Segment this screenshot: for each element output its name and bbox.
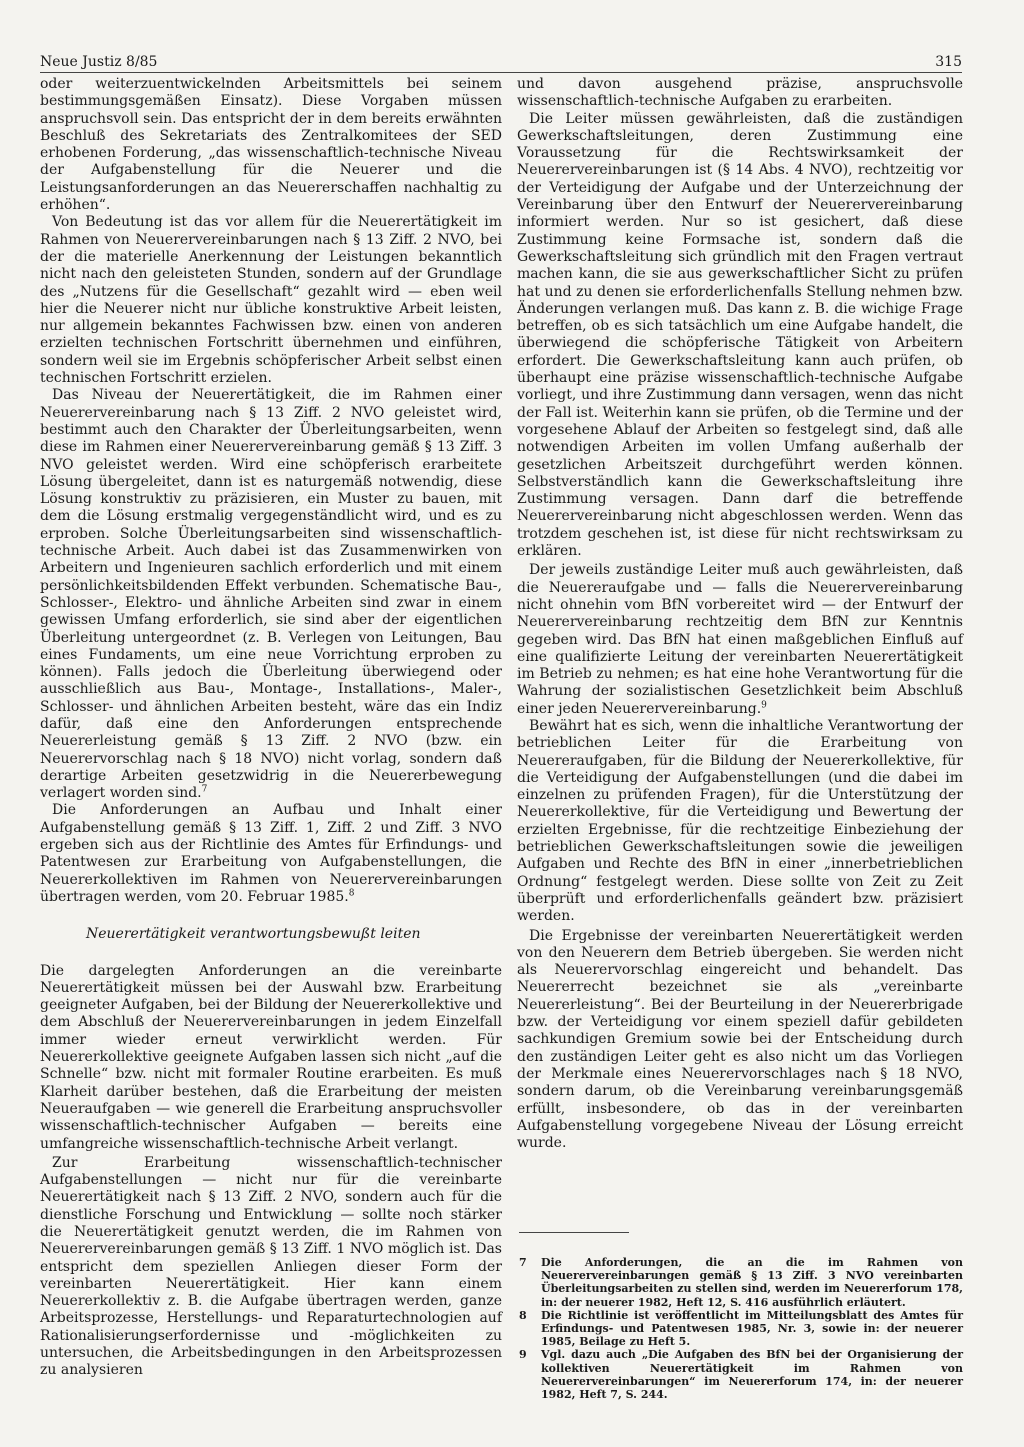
paragraph	[517, 562, 963, 718]
paragraph: Die dargelegten Anforderungen an die vereinbarte Neuerertätigkeit müssen bei der Auswahl bzw. Erarbeitung geeigneter Aufgaben, bei der Bildung der Neuererkollektive und dem Abschluß der Neuerervereinbarungen in jedem Einzelfall immer wieder erneut verwirklicht werden. Für Neuererkollektive geeignete Aufgaben lassen sich nicht „auf die Schnelle“ bzw. nicht mit formaler Routine erarbeiten. Es muß Klarheit darüber bestehen, daß die Erarbeitung der meisten Neueraufgaben — wie generell die Erarbeitung anspruchsvoller wissenschaftlich-technischer Aufgaben — bereits eine umfangreiche wissenschaftlich-technische Arbeit verlangt.	[40, 962, 502, 1152]
footnote-ref: 9	[761, 700, 767, 711]
footnote	[519, 1256, 963, 1309]
paragraph: Von Bedeutung ist das vor allem für die Neuerertätigkeit im Rahmen von Neuerervereinbarungen nach § 13 Ziff. 2 NVO, bei der die materielle Anerkennung der Leistungen bekanntlich nicht nach den geleisteten Stunden, sondern auf der Grundlage des „Nutzens für die Gesellschaft“ gezahlt wird — eben weil hier die Neuerer nicht nur übliche konstruktive Arbeit leisten, nur allgemein bekanntes Fachwissen bzw. einen von anderen erzielten technischen Fortschritt übernehmen und einführen, sondern weil sie im Ergebnis schöpferischer Arbeit selbst einen technischen Fortschritt erzielen.	[40, 214, 502, 387]
section-heading: Neuerertätigkeit verantwortungsbewußt leiten	[86, 926, 421, 943]
page-header	[40, 54, 962, 70]
paragraph: und davon ausgehend präzise, anspruchsvolle wissenschaftlich-technische Aufgaben zu erarbeiten.	[517, 76, 963, 110]
footnote-text: Die Richtlinie ist veröffentlicht im Mitteilungsblatt des Amtes für Erfindungs- und Patentwesen 1985, Nr. 3, sowie in: der neuerer 1985, Beilage zu Heft 5.	[541, 1308, 963, 1349]
footnote-text: Die Anforderungen, die an die im Rahmen von Neuerervereinbarungen gemäß § 13 Ziff. 3 NVO vereinbarten Überleitungsarbeiten zu stellen sind, werden im Neuererforum 178, in: der neuerer 1982, Heft 12, S. 416 ausführlich erläutert.	[541, 1256, 963, 1309]
footnote-number: 8	[519, 1308, 527, 1322]
paragraph	[40, 387, 502, 802]
footnote	[519, 1348, 963, 1401]
right-column	[517, 76, 963, 1152]
footnote-ref: 8	[348, 888, 355, 899]
paragraph: Die Leiter müssen gewährleisten, daß die zuständigen Gewerkschaftsleitungen, deren Zustimmung eine Voraussetzung für die Rechtswirksamkeit der Neuerervereinbarungen ist (§ 14 Abs. 4 NVO), rechtzeitig vor der Verteidigung der Aufgabe und der Unterzeichnung der Vereinbarung über den Entwurf der Neuerervereinbarung informiert werden. Nur so ist gesichert, daß diese Zustimmung keine Formsache ist, sondern daß die Gewerkschaftsleitung sich gründlich mit den Fragen vertraut machen kann, die sie aus gewerkschaftlicher Sicht zu prüfen hat und zu denen sie erforderlichenfalls Stellung nehmen bzw. Änderungen verlangen muß. Das kann z. B. die wichige Frage betreffen, ob es sich tatsächlich um eine Aufgabe handelt, die überwiegend die schöpferische Tätigkeit von Arbeitern erfordert. Die Gewerkschaftsleitung kann auch prüfen, ob überhaupt eine präzise wissenschaftlich-technische Aufgabe vorliegt, und ihre Zustimmung dann versagen, wenn das nicht der Fall ist. Weiterhin kann sie prüfen, ob die Termine und der vorgesehene Ablauf der Arbeiten so festgelegt sind, daß alle notwendigen Arbeiten im vollen Umfang außerhalb der gesetzlichen Arbeitszeit durchgeführt werden können. Selbstverständlich kann die Gewerkschaftsleitung ihre Zustimmung versagen. Dann darf die betreffende Neuerervereinbarung nicht abgeschlossen werden. Wenn das trotzdem geschehen ist, ist diese für nicht rechtswirksam zu erklären.	[517, 110, 963, 560]
paragraph-text: Der jeweils zuständige Leiter muß auch gewährleisten, daß die Neuereraufgabe und — falls die Neuerervereinbarung nicht ohnehin vom BfN vorbereitet wird — der Entwurf der Neuerervereinbarung rechtzeitig dem BfN zur Kenntnis gegeben wird. Das BfN hat einen maßgeblichen Einfluß auf eine qualifizierte Leitung der vereinbarten Neuerertätigkeit im Betrieb zu nehmen; es hat eine hohe Verantwortung für die Wahrung der sozialistischen Gesetzlichkeit beim Abschluß einer jeden Neuerervereinbarung.	[517, 562, 963, 717]
paragraph-text: Die Anforderungen an Aufbau und Inhalt einer Aufgabenstellung gemäß § 13 Ziff. 1, Ziff. 2 und Ziff. 3 NVO ergeben sich aus der Richtlinie des Amtes für Erfindungs- und Patentwesen zur Erarbeitung von Aufgabenstellungen, die Neuererkollektiven im Rahmen von Neuerervereinbarungen übertragen werden, vom 20. Februar 1985.	[40, 802, 502, 905]
paragraph	[40, 802, 502, 906]
paragraph-text: Das Niveau der Neuerertätigkeit, die im Rahmen einer Neuerervereinbarung nach § 13 Ziff. 2 NVO geleistet wird, bestimmt auch den Charakter der Überleitungsarbeiten, wenn diese im Rahmen einer Neuerervereinbarung gemäß § 13 Ziff. 3 NVO geleistet werden. Wird eine schöpferisch erarbeitete Lösung übergeleitet, dann ist es naturgemäß notwendig, diese Lösung konstruktiv zu präzisieren, ein Muster zu bauen, mit dem die Lösung erstmalig vergegenständlicht wird, und es zu erproben. Solche Überleitungsarbeiten sind wissenschaftlich-technische Arbeit. Auch dabei ist das Zusammenwirken von Arbeitern und Ingenieuren sachlich erforderlich und mit einem persönlichkeitsbildenden Effekt verbunden. Schematische Bau-, Schlosser-, Elektro- und ähnliche Arbeiten sind zwar in einem gewissen Umfang erforderlich, sie sind aber der eigentlichen Überleitung untergeordnet (z. B. Verlegen von Leitungen, Bau eines Fundaments, um eine neue Vorrichtung erproben zu können). Falls jedoch die Überleitung überwiegend oder ausschließlich aus Bau-, Montage-, Installations-, Maler-, Schlosser- und ähnlichen Arbeiten besteht, wäre das ein Indiz dafür, daß eine den Anforderungen entsprechende Neuererleistung gemäß § 13 Ziff. 2 NVO (bzw. ein Neuerervorschlag nach § 18 NVO) nicht vorlag, sondern daß derartige Arbeiten gesetzwidrig in die Neuererbewegung verlagert worden sind.	[40, 387, 502, 802]
footnotes	[519, 1232, 963, 1401]
paragraph: Zur Erarbeitung wissenschaftlich-technischer Aufgabenstellungen — nicht nur für die vereinbarte Neuerertätigkeit nach § 13 Ziff. 2 NVO, sondern auch für die dienstliche Forschung und Entwicklung — sollte noch stärker die Neuerertätigkeit genutzt werden, die im Rahmen von Neuerervereinbarungen gemäß § 13 Ziff. 1 NVO möglich ist. Das entspricht dem speziellen Anliegen dieser Form der vereinbarten Neuerertätigkeit. Hier kann einem Neuererkollektiv z. B. die Aufgabe übertragen werden, ganze Arbeitsprozesse, Herstellungs- und Reparaturtechnologien auf Rationalisierungserfordernisse und -möglichkeiten zu untersuchen, die Arbeitsbedingungen in den Arbeitsprozessen zu analysieren	[40, 1154, 502, 1379]
header-rule	[40, 72, 962, 73]
page-number: 315	[935, 54, 962, 70]
footnote-ref: 7	[201, 784, 208, 795]
paragraph: oder weiterzuentwickelnden Arbeitsmittels bei seinem bestimmungsgemäßen Einsatz). Diese Vorgaben müssen anspruchsvoll sein. Das entspricht der in dem bereits erwähnten Beschluß des Sekretariats des Zentralkomitees der SED erhobenen Forderung, „das wissenschaftlich-technische Niveau der Aufgabenstellung für die Neuerer und die Leistungsanforderungen an das Neuererschaffen nachhaltig zu erhöhen“.	[40, 76, 502, 214]
paragraph: Bewährt hat es sich, wenn die inhaltliche Verantwortung der betrieblichen Leiter für die Erarbeitung von Neuereraufgaben, für die Bildung der Neuererkollektive, für die Verteidigung der Aufgabenstellungen (und die dabei im einzelnen zu prüfenden Fragen), für die Unterstützung der Neuererkollektive, für die Verteidigung und Bewertung der erzielten Ergebnisse, für die rechtzeitige Einbeziehung der betrieblichen Gewerkschaftsleitungen sowie die jeweiligen Aufgaben und Rechte des BfN in einer „innerbetrieblichen Ordnung“ festgelegt werden. Diese sollte von Zeit zu Zeit überprüft und erforderlichenfalls geändert bzw. präzisiert werden.	[517, 717, 963, 925]
footnote-number: 9	[519, 1348, 527, 1362]
footnote	[519, 1309, 963, 1349]
journal-title: Neue Justiz 8/85	[40, 54, 158, 70]
left-column	[40, 76, 502, 1380]
footnote-number: 7	[519, 1256, 527, 1269]
footnote-rule	[519, 1232, 629, 1233]
footnote-text: Vgl. dazu auch „Die Aufgaben des BfN bei der Organisierung der kollektiven Neuerertätigkeit im Rahmen von Neuerervereinbarungen“ im Neuererforum 174, in: der neuerer 1982, Heft 7, S. 244.	[541, 1348, 963, 1402]
paragraph: Die Ergebnisse der vereinbarten Neuerertätigkeit werden von den Neuerern dem Betrieb übergeben. Sie werden nicht als Neuerervorschlag eingereicht und behandelt. Das Neuererrecht bezeichnet sie als „vereinbarte Neuererleistung“. Bei der Beurteilung in der Neuererbrigade bzw. der Verteidigung vor einem speziell dafür gebildeten sachkundigen Gremium sowie bei der Entscheidung durch den zuständigen Leiter geht es also nicht um das Vorliegen der Merkmale eines Neuerervorschlages nach § 18 NVO, sondern darum, ob die Vereinbarung vereinbarungsgemäß erfüllt, insbesondere, ob das in der vereinbarten Aufgabenstellung vorgegebene Niveau der Lösung erreicht wurde.	[517, 927, 963, 1152]
